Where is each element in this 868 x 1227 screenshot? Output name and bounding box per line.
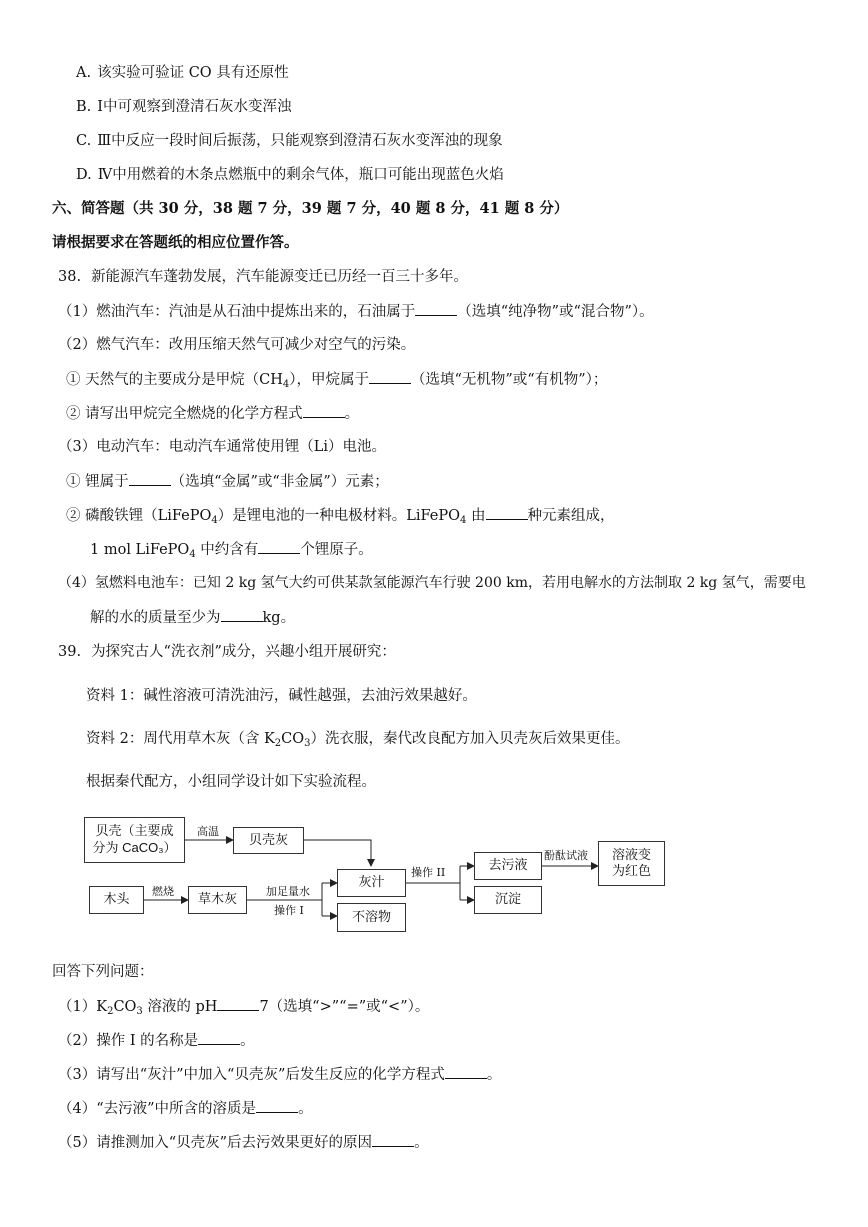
flow-box-shell-ash: 贝壳灰 [233,827,304,854]
q39-sub4 [58,1098,313,1119]
choice-text: Ⅳ中用燃着的木条点燃瓶中的剩余气体，瓶口可能出现蓝色火焰 [97,167,504,183]
flow-box-shell-line1: 贝壳（主要成 [95,823,174,839]
choice-letter: A. [76,65,92,81]
unit: kg。 [262,610,296,626]
flow-box-result-line2: 为红色 [611,863,651,879]
subscript: 4 [211,515,218,526]
flow-box-insoluble: 不溶物 [337,903,406,932]
q38-part3-2-text: ② 磷酸铁锂（LiFePO [66,508,212,524]
flow-label-phenolphthalein: 酚酞试液 [544,849,588,862]
q38-part2: （2）燃气汽车：改用压缩天然气可减少对空气的污染。 [58,337,416,353]
q38-part3-1-options: （选填“金属”或“非金属”）元素； [170,474,389,490]
q39-sub5-text: （5）请推测加入“贝壳灰”后去污效果更好的原因 [58,1135,373,1151]
q38-part3-2-text3: 由 [466,508,486,524]
flow-box-precipitate: 沉淀 [474,886,542,914]
choice-text: 该实验可验证 CO 具有还原性 [97,65,289,81]
q38-part1-options: （选填“纯净物”或“混合物”）。 [457,304,654,320]
flow-box-shell [84,817,185,863]
subscript: 3 [136,1006,143,1017]
q38-part2-1-options: （选填“无机物”或“有机物”）； [410,372,608,388]
q38-part1-text: （1）燃油汽车：汽油是从石油中提炼出来的，石油属于 [58,304,416,320]
q39-design: 根据秦代配方，小组同学设计如下实验流程。 [86,774,376,790]
subscript: 4 [189,549,196,560]
q38-part3-3-text2: 中约含有 [195,542,259,558]
subscript: 4 [460,515,467,526]
q39-sub4-text: （4）“去污液”中所含的溶质是 [58,1101,257,1117]
flow-label-add-water: 加足量水 [266,885,310,898]
answer-blank[interactable] [198,1030,240,1045]
q39-sub5 [58,1132,429,1153]
q39-sub3 [58,1064,501,1085]
period: 。 [414,1135,429,1151]
q39-sub1 [58,996,429,1017]
q39-answer-prompt: 回答下列问题： [52,964,154,980]
subscript: 2 [107,1006,114,1017]
flow-label-high-temp: 高温 [197,825,219,838]
q38-part2-1-text2: ），甲烷属于 [289,372,369,388]
answer-blank[interactable] [256,1098,298,1113]
q39-sub1-text3: 溶液的 pH [142,999,218,1015]
question-number: 38. [58,269,82,285]
q38-part3-3-text3: 个锂原子。 [300,542,373,558]
q39-ref2-text3: ）洗衣服，秦代改良配方加入贝壳灰后效果更佳。 [310,731,630,747]
q39-sub1-options: 7（选填“>”“=”或“<”）。 [259,999,430,1015]
flow-box-plant-ash: 草木灰 [188,886,247,914]
q38-stem-text: 新能源汽车蓬勃发展，汽车能源变迁已历经一百三十多年。 [91,269,469,285]
question-number: 39. [58,644,82,660]
flow-box-result-line1: 溶液变 [611,847,651,863]
choice-letter: D. [76,167,92,183]
choice-letter: C. [76,133,92,149]
subscript: 2 [274,738,282,749]
period: 。 [344,406,360,422]
choice-text: Ⅰ中可观察到澄清石灰水变浑浊 [97,99,292,115]
choice-letter: B. [76,99,92,115]
flow-box-shell-line2: 分为 CaCO₃） [92,839,177,855]
flow-box-ash-juice: 灰汁 [337,869,406,897]
q39-sub1-text: （1）K [58,999,108,1015]
answer-blank[interactable] [217,996,259,1011]
q38-part2-1-text: ① 天然气的主要成分是甲烷（CH [66,372,283,388]
period: 。 [486,1067,502,1083]
q39-sub1-text2: CO [113,999,137,1015]
subscript: 3 [304,738,311,749]
q39-ref1: 资料 1：碱性溶液可清洗油污，碱性越强，去油污效果越好。 [86,688,477,704]
q39-ref2-text2: CO [281,731,305,747]
flow-box-wood: 木头 [89,886,144,914]
q39-ref2-text: 资料 2：周代用草木灰（含 K [86,731,275,747]
q38-part2-2-text: ② 请写出甲烷完全燃烧的化学方程式 [66,406,303,422]
arrow-ash-to-juice [304,840,371,866]
flow-label-op1: 操作 I [274,904,304,917]
section-instruction: 请根据要求在答题纸的相应位置作答。 [52,234,299,251]
flow-label-burn: 燃烧 [152,885,174,898]
answer-blank[interactable] [372,1132,414,1147]
section-heading: 六、简答题（共 30 分，38 题 7 分，39 题 7 分，40 题 8 分，41 题 8 分） [52,200,569,217]
q39-sub2 [58,1030,255,1051]
period: 。 [240,1033,255,1049]
subscript: 4 [282,379,290,390]
q39-stem-text: 为探究古人“洗衣剂”成分，兴趣小组开展研究： [91,644,396,660]
q38-part3-3-text: 1 mol LiFePO [90,542,190,558]
period: 。 [298,1101,313,1117]
q38-part3-2-text2: ）是锂电池的一种电极材料。LiFePO [217,508,461,524]
q38-part3-2-text4: 种元素组成， [527,508,615,524]
q39-sub2-text: （2）操作 I 的名称是 [58,1033,199,1049]
choice-text: Ⅲ中反应一段时间后振荡，只能观察到澄清石灰水变浑浊的现象 [97,133,503,149]
flow-box-result [598,841,665,886]
flow-box-cleaner: 去污液 [474,852,542,880]
q38-part3: （3）电动汽车：电动汽车通常使用锂（Li）电池。 [58,439,386,455]
answer-blank[interactable] [445,1064,487,1079]
q39-sub3-text: （3）请写出“灰汁”中加入“贝壳灰”后发生反应的化学方程式 [58,1067,445,1083]
flow-label-op2: 操作 II [411,866,446,879]
q38-part4: （4）氢燃料电池车：已知 2 kg 氢气大约可供某款氢能源汽车行驶 200 km，若用电解水的方法制取 2 kg 氢气，需要电 [58,575,806,591]
q38-part3-1-text: ① 锂属于 [66,474,129,490]
q38-part4-text: 解的水的质量至少为 [90,610,221,626]
